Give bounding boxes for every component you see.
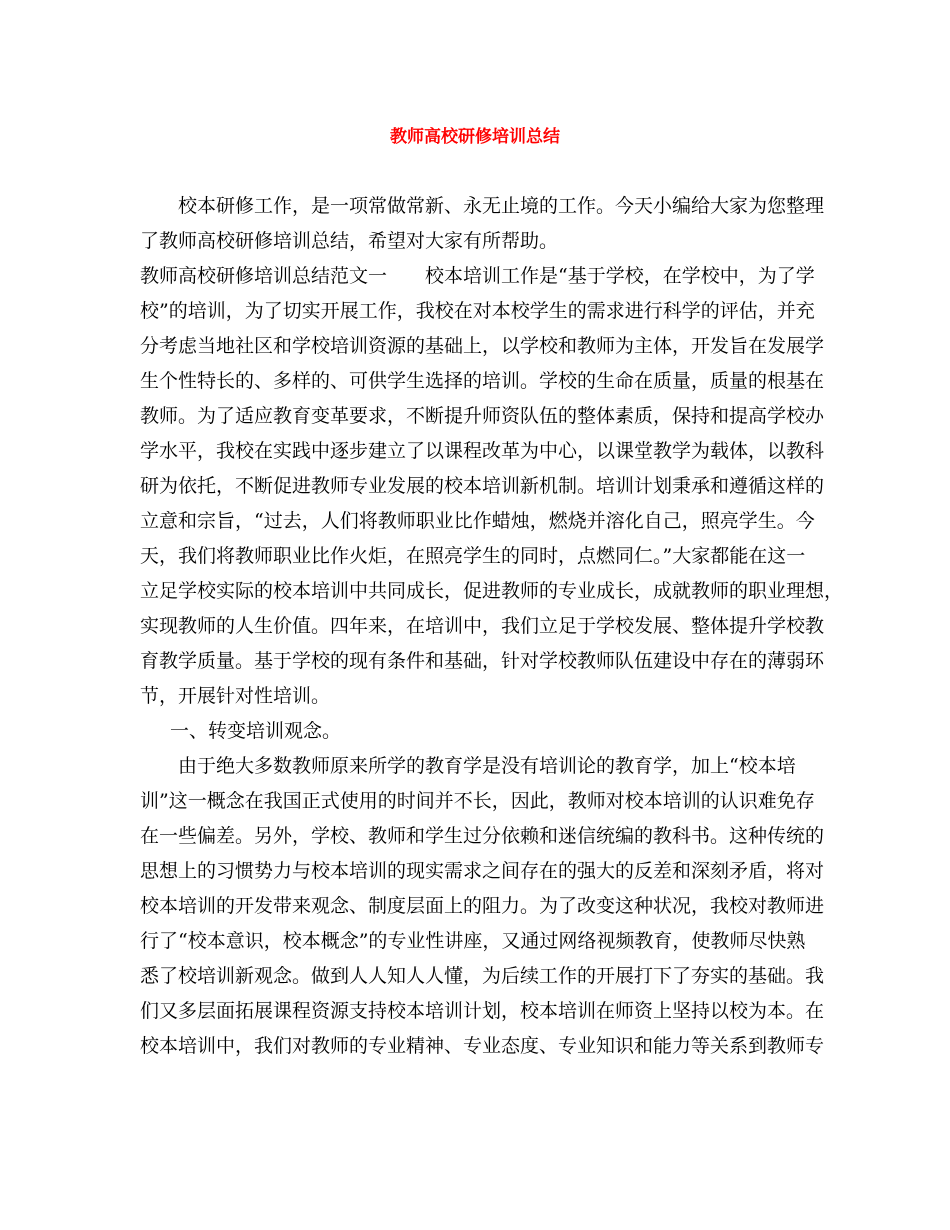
paragraph-line: 由于绝大多数教师原来所学的教育学是没有培训论的教育学，加上“校本培 [178, 755, 796, 777]
paragraph-line: 实现教师的人生价值。四年来，在培训中，我们立足于学校发展、整体提升学校教 [140, 615, 825, 637]
paragraph-line: 教师。为了适应教育变革要求，不断提升师资队伍的整体素质，保持和提高学校办 [140, 405, 825, 427]
paragraph-line: 节，开展针对性培训。 [140, 685, 331, 707]
paragraph-line: 学水平，我校在实践中逐步建立了以课程改革为中心，以课堂教学为载体，以教科 [140, 440, 825, 462]
paragraph-line: 立足学校实际的校本培训中共同成长，促进教师的专业成长，成就教师的职业理想， [140, 580, 844, 602]
paragraph-line: 研为依托，不断促进教师专业发展的校本培训新机制。培训计划秉承和遵循这样的 [140, 475, 825, 497]
paragraph-line: 思想上的习惯势力与校本培训的现实需求之间存在的强大的反差和深刻矛盾，将对 [140, 860, 825, 882]
paragraph-line: 悉了校培训新观念。做到人人知人人懂，为后续工作的开展打下了夯实的基础。我 [140, 965, 825, 987]
paragraph-line: 校本培训的开发带来观念、制度层面上的阻力。为了改变这种状况，我校对教师进 [140, 895, 825, 917]
paragraph-line: 了教师高校研修培训总结，希望对大家有所帮助。 [140, 230, 559, 252]
document-title: 教师高校研修培训总结 [390, 127, 560, 147]
paragraph-line: 在一些偏差。另外，学校、教师和学生过分依赖和迷信统编的教科书。这种传统的 [140, 825, 825, 847]
paragraph-line: 校本研修工作，是一项常做常新、永无止境的工作。今天小编给大家为您整理 [178, 195, 825, 217]
paragraph-line: 校本培训中，我们对教师的专业精神、专业态度、专业知识和能力等关系到教师专 [140, 1035, 825, 1057]
paragraph-line: 育教学质量。基于学校的现有条件和基础，针对学校教师队伍建设中存在的薄弱环 [140, 650, 825, 672]
paragraph-line: 校”的培训，为了切实开展工作，我校在对本校学生的需求进行科学的评估，并充 [140, 300, 815, 322]
paragraph-line: 们又多层面拓展课程资源支持校本培训计划，校本培训在师资上坚持以校为本。在 [140, 1000, 825, 1022]
section-heading: 一、转变培训观念。 [170, 720, 342, 742]
paragraph-line: 生个性特长的、多样的、可供学生选择的培训。学校的生命在质量，质量的根基在 [140, 370, 825, 392]
paragraph-line: 分考虑当地社区和学校培训资源的基础上，以学校和教师为主体，开发旨在发展学 [140, 335, 825, 357]
paragraph-line: 天，我们将教师职业比作火炬，在照亮学生的同时，点燃同仁。”大家都能在这一 [140, 545, 806, 567]
paragraph-line: 行了“校本意识，校本概念”的专业性讲座，又通过网络视频教育，使教师尽快熟 [140, 930, 806, 952]
paragraph-line: 训”这一概念在我国正式使用的时间并不长，因此，教师对校本培训的认识难免存 [140, 790, 815, 812]
paragraph-line: 立意和宗旨，“过去，人们将教师职业比作蜡烛，燃烧并溶化自己，照亮学生。今 [140, 510, 815, 532]
paragraph-line: 教师高校研修培训总结范文一 校本培训工作是“基于学校，在学校中，为了学 [140, 265, 815, 287]
